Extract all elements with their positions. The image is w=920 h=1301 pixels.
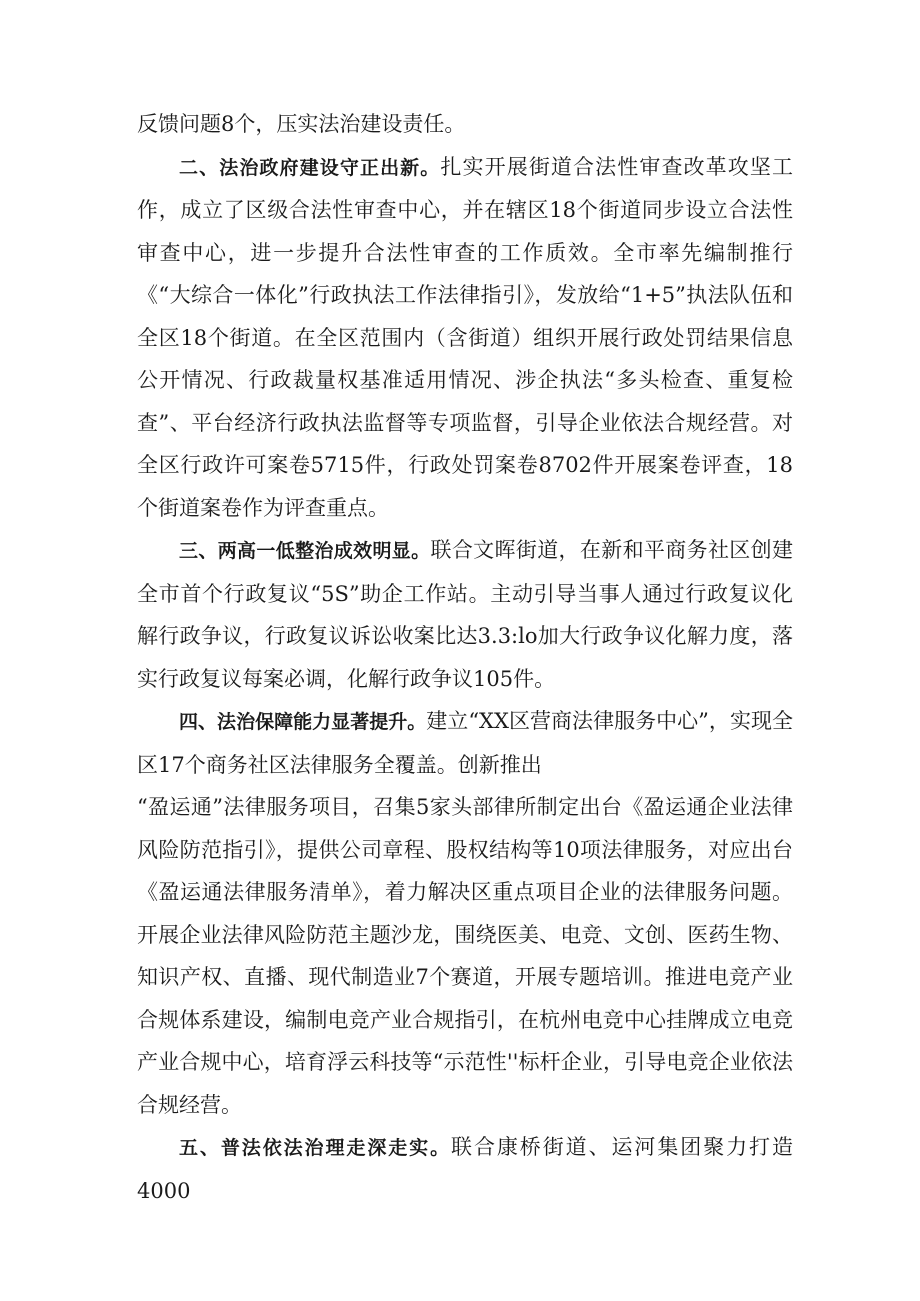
paragraph-body: 联合康桥街道、运河集团聚力打造4000 [137, 1135, 793, 1203]
paragraph-law-based-government [137, 146, 793, 530]
paragraph-legal-guarantee [137, 700, 793, 786]
section-heading: 三、两高一低整治成效明显。 [179, 540, 431, 562]
section-heading: 五、普法依法治理走深走实。 [179, 1137, 452, 1159]
paragraph-law-popularization [137, 1126, 793, 1212]
paragraph-body: 反馈问题8个，压实法治建设责任。 [137, 112, 466, 136]
paragraph-body: 扎实开展街道合法性审查改革攻坚工作，成立了区级合法性审查中心，并在辖区18个街道同步设立合法性审查中心，进一步提升合法性审查的工作质效。全市率先编制推行《“大综合一体化”行政执法工作法律指引》，发放给“1+5”执法队伍和全区18个街道。在全区范围内（含街道）组织开展行政处罚结果信息公开情况、行政裁量权基准适用情况、涉企执法“多头检查、重复检查”、平台经济行政执法监督等专项监督，引导企业依法合规经营。对全区行政许可案卷5715件，行政处罚案卷8702件开展案卷评查，18个街道案卷作为评查重点。 [137, 154, 793, 520]
paragraph-body: “盈运通”法律服务项目，召集5家头部律所制定出台《盈运通企业法律风险防范指引》，提供公司章程、股权结构等10项法律服务，对应出台《盈运通法律服务清单》，着力解决区重点项目企业的法律服务问题。开展企业法律风险防范主题沙龙，围绕医美、电竞、文创、医药生物、知识产权、直播、现代制造业7个赛道，开展专题培训。推进电竞产业合规体系建设，编制电竞产业合规指引，在杭州电竞中心挂牌成立电竞产业合规中心，培育浮云科技等“示范性''标杆企业，引导电竞企业依法合规经营。 [137, 795, 793, 1117]
document-body [137, 103, 793, 1212]
paragraph-body: 联合文晖街道，在新和平商务社区创建全市首个行政复议“5S”助企工作站。主动引导当事人通过行政复议化解行政争议，行政复议诉讼收案比达3.3:lo加大行政争议化解力度，落实行政复议每案必调，化解行政争议105件。 [137, 538, 793, 691]
paragraph-legal-services-continued [137, 786, 793, 1126]
paragraph-feedback-continued [137, 103, 793, 146]
paragraph-rectification [137, 529, 793, 700]
section-heading: 四、法治保障能力显著提升。 [179, 711, 427, 733]
paragraph-body: 建立“XX区营商法律服务中心”，实现全区17个商务社区法律服务全覆盖。创新推出 [137, 709, 793, 777]
section-heading: 二、法治政府建设守正出新。 [179, 156, 441, 179]
